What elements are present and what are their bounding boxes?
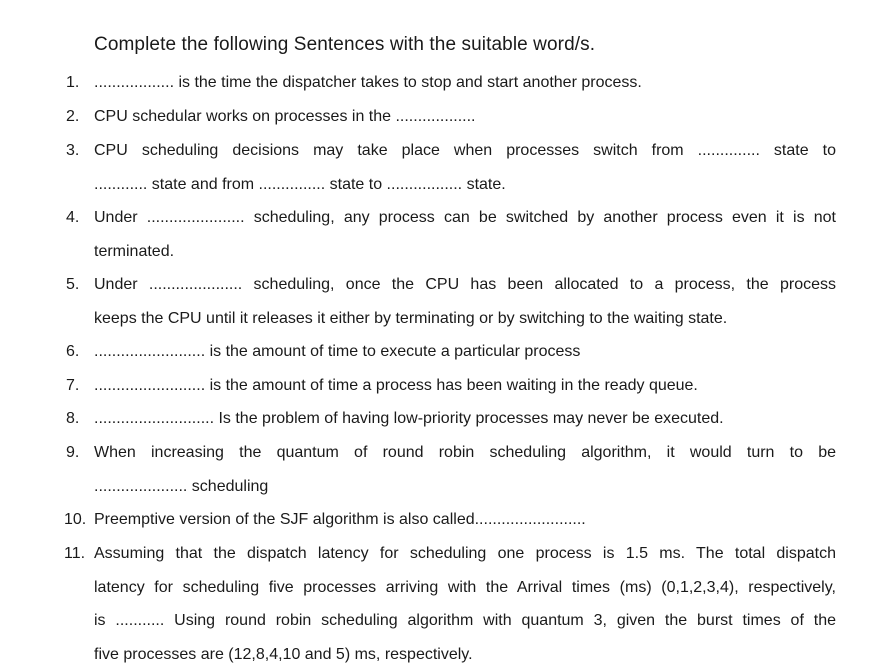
question-3 xyxy=(0,134,872,202)
question-number: 9. xyxy=(66,444,80,461)
question-number: 11. xyxy=(64,545,86,562)
question-2 xyxy=(0,100,872,134)
question-number: 7. xyxy=(66,377,80,394)
question-number: 5. xyxy=(66,276,80,293)
question-7 xyxy=(0,369,872,403)
question-9 xyxy=(0,436,872,504)
question-6 xyxy=(0,335,872,369)
question-text-line-1: Assuming that the dispatch latency for scheduling one process is 1.5 ms. The total dispatch xyxy=(94,545,836,562)
question-text-line-1: Under ..................... scheduling, once the CPU has been allocated to a process, the process xyxy=(94,276,836,293)
question-1 xyxy=(0,66,872,100)
question-text-line-2: ..................... scheduling xyxy=(94,478,269,495)
question-text: ........................... Is the problem of having low-priority processes may never be executed. xyxy=(94,410,724,427)
question-text-line-2: terminated. xyxy=(94,243,175,260)
question-text-line-1: CPU scheduling decisions may take place when processes switch from .............. state to xyxy=(94,142,836,159)
question-4 xyxy=(0,201,872,269)
question-number: 8. xyxy=(66,410,80,427)
question-number: 2. xyxy=(66,108,80,125)
question-text: ......................... is the amount of time to execute a particular process xyxy=(94,343,581,360)
question-text-line-1: Under ...................... scheduling, any process can be switched by another process even it is not xyxy=(94,209,836,226)
question-number: 10. xyxy=(64,511,87,528)
question-text: CPU schedular works on processes in the .................. xyxy=(94,108,476,125)
question-text: .................. is the time the dispatcher takes to stop and start another process. xyxy=(94,74,642,91)
question-number: 4. xyxy=(66,209,80,226)
question-11 xyxy=(0,537,872,671)
question-number: 6. xyxy=(66,343,80,360)
question-text: Preemptive version of the SJF algorithm is also called......................... xyxy=(94,511,586,528)
question-8 xyxy=(0,402,872,436)
question-text: ......................... is the amount of time a process has been waiting in the ready queue. xyxy=(94,377,698,394)
question-10 xyxy=(0,503,872,537)
question-number: 1. xyxy=(66,74,80,91)
question-text-line-2: ............ state and from ............... state to ................. state. xyxy=(94,176,506,193)
question-5 xyxy=(0,268,872,336)
question-number: 3. xyxy=(66,142,80,159)
page-title: Complete the following Sentences with the suitable word/s. xyxy=(94,34,596,55)
question-text-line-2: latency for scheduling five processes arriving with the Arrival times (ms) (0,1,2,3,4), respectively, xyxy=(94,578,836,596)
question-text-line-1: When increasing the quantum of round robin scheduling algorithm, it would turn to be xyxy=(94,444,836,461)
question-text-line-2: keeps the CPU until it releases it either by terminating or by switching to the waiting state. xyxy=(94,310,728,327)
question-text-line-3: is ........... Using round robin scheduling algorithm with quantum 3, given the burst times of the xyxy=(94,612,836,629)
question-text-line-4: five processes are (12,8,4,10 and 5) ms, respectively. xyxy=(94,645,473,663)
